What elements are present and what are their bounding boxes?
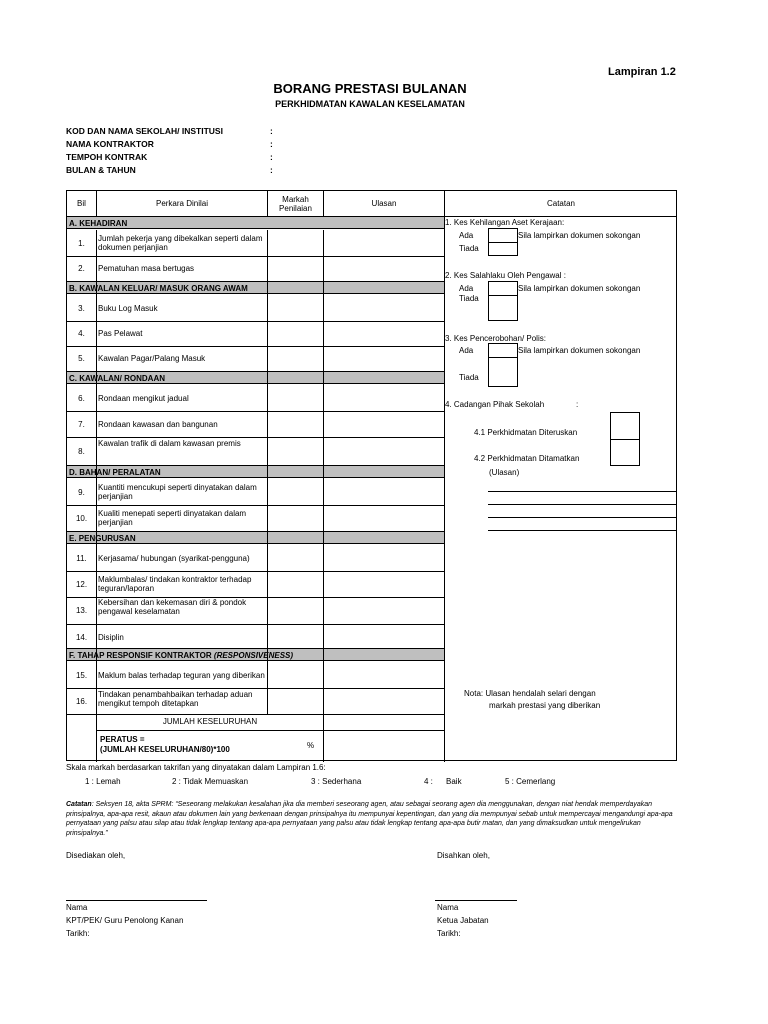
ada-label: Ada bbox=[459, 284, 474, 293]
row-bil: 14. bbox=[75, 633, 88, 642]
checkbox-ada-tiada-3[interactable] bbox=[488, 343, 518, 387]
form-title: BORANG PRESTASI BULANAN bbox=[273, 81, 467, 96]
section-d: D. BAHAN/ PERALATAN bbox=[67, 465, 444, 478]
tiada-label: Tiada bbox=[459, 294, 479, 303]
nama-left: Nama bbox=[66, 903, 88, 912]
ulasan-line[interactable] bbox=[488, 517, 677, 518]
catatan-sprm: Catatan: Seksyen 18, akta SPRM: “Seseorang melakukan kesalahan jika dia memberi seseorang agen, atau sebagai seorang agen dia menggunakan, dengan niat hendak memperdayakan prinsipalnya, apa-apa resit, akaun atau dokumen lain yang berkenaan dengan prinsipalnya itu mempunyai kepentingan, dan yang dia mempunyai sebab untuk mempercayai mengandungi apa-apa pernyataan yang palsu atau silap atau tidak lengkap tentang apa-apa pernyataan yang palsu atau tidak lengkap tentang apa-apa butir matan, dan yang dimaksudkan untuk mengelirukan prinsipalnya.” bbox=[66, 801, 673, 837]
scale-intro: Skala markah berdasarkan takrifan yang dinyatakan dalam Lampiran 1.6: bbox=[66, 763, 326, 772]
catatan-4-title: 4. Cadangan Pihak Sekolah bbox=[445, 400, 545, 409]
row-bil: 11. bbox=[76, 553, 87, 563]
scale-4-num: 4 : bbox=[424, 777, 433, 786]
role-right: Ketua Jabatan bbox=[437, 916, 489, 925]
tiada-label: Tiada bbox=[459, 244, 479, 253]
row-item: Kebersihan dan kekemasan diri & pondok pengawal keselamatan bbox=[98, 598, 247, 616]
field-colon: : bbox=[270, 152, 273, 162]
tiada-label: Tiada bbox=[459, 373, 479, 382]
sila-lampirkan: Sila lampirkan dokumen sokongan bbox=[518, 346, 641, 355]
row-item: Kuantiti mencukupi seperti dinyatakan dalam perjanjian bbox=[98, 483, 257, 501]
row-bil: 5. bbox=[78, 354, 85, 363]
row-item: Kawalan trafik di dalam kawasan premis bbox=[98, 438, 241, 448]
tarikh-right: Tarikh: bbox=[437, 929, 461, 938]
header-bil: Bil bbox=[77, 199, 86, 208]
section-e: E. PENGURUSAN bbox=[67, 531, 444, 544]
ulasan-line[interactable] bbox=[488, 504, 677, 505]
row-item: Jumlah pekerja yang dibekalkan seperti dalam dokumen perjanjian bbox=[98, 234, 263, 252]
row-item: Rondaan kawasan dan bangunan bbox=[98, 419, 218, 429]
field-colon: : bbox=[270, 165, 273, 175]
percent-sign: % bbox=[307, 741, 315, 750]
row-item: Kualiti menepati seperti dinyatakan dalam perjanjian bbox=[98, 509, 247, 527]
row-item: Buku Log Masuk bbox=[98, 303, 158, 313]
field-label-kontraktor: NAMA KONTRAKTOR bbox=[66, 139, 154, 149]
sila-lampirkan: Sila lampirkan dokumen sokongan bbox=[518, 284, 641, 293]
tarikh-left: Tarikh: bbox=[66, 929, 90, 938]
signature-line-left[interactable] bbox=[66, 900, 207, 901]
field-label-bulan: BULAN & TAHUN bbox=[66, 165, 136, 175]
row-item: Pematuhan masa bertugas bbox=[98, 264, 195, 273]
header-catatan: Catatan bbox=[546, 199, 576, 208]
disediakan-oleh: Disediakan oleh, bbox=[66, 851, 126, 860]
row-bil: 6. bbox=[78, 393, 85, 403]
section-c: C. KAWALAN/ RONDAAN bbox=[67, 371, 444, 384]
signature-line-right[interactable] bbox=[435, 900, 517, 901]
row-item: Maklum balas terhadap teguran yang diberikan bbox=[98, 670, 265, 680]
catatan-2-title: 2. Kes Salahlaku Oleh Pengawal : bbox=[445, 271, 566, 280]
row-bil: 13. bbox=[75, 606, 88, 615]
section-b: B. KAWALAN KELUAR/ MASUK ORANG AWAM bbox=[67, 281, 444, 294]
field-label-sekolah: KOD DAN NAMA SEKOLAH/ INSTITUSI bbox=[66, 126, 223, 136]
scale-4-text: Baik bbox=[446, 777, 462, 786]
row-bil: 15. bbox=[75, 670, 88, 680]
nama-right: Nama bbox=[437, 903, 459, 912]
row-item: Kawalan Pagar/Palang Masuk bbox=[98, 354, 206, 363]
form-subtitle: PERKHIDMATAN KAWALAN KESELAMATAN bbox=[275, 99, 465, 109]
catatan-3-title: 3. Kes Pencerobohan/ Polis: bbox=[445, 334, 546, 343]
scale-1: 1 : Lemah bbox=[85, 777, 121, 786]
scale-3: 3 : Sederhana bbox=[311, 777, 362, 786]
header-perkara: Perkara Dinilai bbox=[155, 199, 209, 208]
checkbox-ada-tiada-2[interactable] bbox=[488, 281, 518, 321]
row-item: Maklumbalas/ tindakan kontraktor terhadap teguran/laporan bbox=[98, 575, 252, 593]
row-bil: 2. bbox=[78, 264, 85, 273]
row-item: Pas Pelawat bbox=[98, 329, 143, 338]
section-f: F. TAHAP RESPONSIF KONTRAKTOR (RESPONSIVENESS) bbox=[67, 648, 444, 661]
field-label-tempoh: TEMPOH KONTRAK bbox=[66, 152, 148, 162]
section-a: A. KEHADIRAN bbox=[67, 216, 444, 229]
jumlah-keseluruhan: JUMLAH KESELURUHAN bbox=[162, 717, 258, 726]
ulasan-line[interactable] bbox=[488, 491, 677, 492]
row-bil: 12. bbox=[75, 579, 88, 589]
row-bil: 4. bbox=[78, 329, 85, 338]
row-bil: 1. bbox=[78, 238, 85, 248]
row-item: Kerjasama/ hubungan (syarikat-pengguna) bbox=[98, 553, 250, 563]
row-item: Tindakan penambahbaikan terhadap aduan mengikut tempoh ditetapkan bbox=[98, 690, 253, 708]
ada-label: Ada bbox=[459, 231, 474, 240]
perkhidmatan-diteruskan: 4.1 Perkhidmatan Diteruskan bbox=[474, 428, 578, 437]
nota-line-2: markah prestasi yang diberikan bbox=[489, 701, 601, 710]
perkhidmatan-ditamatkan: 4.2 Perkhidmatan Ditamatkan bbox=[474, 454, 580, 463]
disahkan-oleh: Disahkan oleh, bbox=[437, 851, 490, 860]
scale-2: 2 : Tidak Memuaskan bbox=[172, 777, 249, 786]
field-colon: : bbox=[270, 126, 273, 136]
row-bil: 10. bbox=[75, 513, 88, 523]
lampiran-label: Lampiran 1.2 bbox=[608, 66, 676, 78]
ada-label: Ada bbox=[459, 346, 474, 355]
row-bil: 8. bbox=[78, 446, 85, 456]
sila-lampirkan: Sila lampirkan dokumen sokongan bbox=[518, 231, 641, 240]
assessment-table bbox=[66, 190, 677, 761]
row-bil: 7. bbox=[78, 419, 85, 429]
header-ulasan: Ulasan bbox=[371, 199, 397, 208]
row-bil: 16. bbox=[75, 696, 88, 706]
header-markah: Markah Penilaian bbox=[279, 194, 312, 213]
scale-5: 5 : Cemerlang bbox=[505, 777, 556, 786]
ulasan-line[interactable] bbox=[488, 530, 677, 531]
peratus-label: PERATUS = (JUMLAH KESELURUHAN/80)*100 bbox=[100, 735, 230, 754]
role-left: KPT/PEK/ Guru Penolong Kanan bbox=[66, 916, 184, 925]
row-item: Rondaan mengikut jadual bbox=[98, 393, 189, 403]
row-item: Disiplin bbox=[98, 633, 124, 642]
catatan-4-colon: : bbox=[576, 400, 579, 409]
ulasan-label: (Ulasan) bbox=[489, 468, 520, 477]
nota-line-1: Nota: Ulasan hendalah selari dengan bbox=[464, 689, 596, 698]
row-bil: 3. bbox=[78, 303, 85, 313]
field-colon: : bbox=[270, 139, 273, 149]
catatan-1-title: 1. Kes Kehilangan Aset Kerajaan: bbox=[445, 218, 565, 227]
row-bil: 9. bbox=[78, 487, 85, 497]
